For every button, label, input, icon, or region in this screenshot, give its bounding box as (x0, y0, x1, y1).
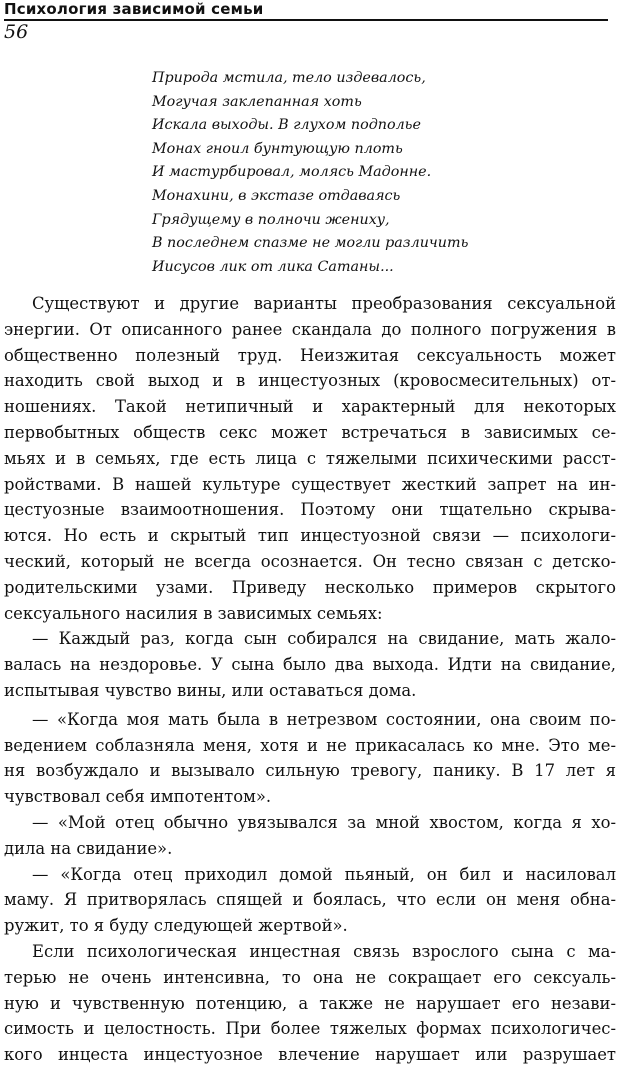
running-head: Психология зависимой семьи (4, 0, 264, 18)
body-text (4, 291, 616, 1068)
body-line: — «Когда отец приходил домой пьяный, он бил и насиловал (32, 864, 616, 884)
body-line: маму. Я притворялась спящей и боялась, что если он меня обна- (4, 890, 616, 910)
body-line: кого инцеста инцестуозное влечение нарушает или разрушает (4, 1045, 616, 1065)
poem-line: В последнем спазме не могли различить (152, 235, 469, 252)
body-line: мьях и в семьях, где есть лица с тяжелыми психическими расст- (4, 448, 616, 468)
body-line: испытывая чувство вины, или оставаться дома. (4, 680, 417, 700)
body-line: валась на нездоровье. У сына было два выхода. Идти на свидание, (4, 655, 616, 675)
body-line: ношениях. Такой нетипичный и характерный для некоторых (4, 397, 616, 417)
body-line: первобытных обществ секс может встречаться в зависимых се- (4, 422, 616, 442)
poem-line: Искала выходы. В глухом подполье (152, 117, 421, 134)
body-line: терью не очень интенсивна, то она не сокращает его сексуаль- (4, 967, 616, 987)
poem-epigraph (152, 67, 468, 279)
body-line: энергии. От описанного ранее скандала до полного погружения в (4, 319, 616, 339)
body-line: ружит, то я буду следующей жертвой». (4, 916, 348, 936)
body-line: родительскими узами. Приведу несколько примеров скрытого (4, 577, 616, 597)
poem-line: Могучая заклепанная хоть (152, 93, 362, 110)
poem-line: Грядущему в полночи жениху, (152, 211, 390, 228)
body-line: — «Мой отец обычно увязывался за мной хвостом, когда я хо- (32, 812, 616, 832)
body-line: цестуозные взаимоотношения. Поэтому они тщательно скрыва- (4, 500, 616, 520)
body-line: сексуального насилия в зависимых семьях: (4, 603, 383, 623)
body-line: дила на свидание». (4, 838, 173, 858)
body-line: ную и чувственную потенцию, а также не нарушает его незави- (4, 993, 616, 1013)
poem-line: Природа мстила, тело издевалось, (152, 70, 426, 86)
poem-line: Монах гноил бунтующую плоть (152, 140, 403, 157)
body-line: ческий, который не всегда осознается. Он тесно связан с детско- (4, 551, 616, 571)
body-line: симость и целостность. При более тяжелых формах психологичес- (4, 1019, 616, 1039)
body-line: — «Когда моя мать была в нетрезвом состоянии, она своим по- (32, 709, 616, 729)
body-line: ведением соблазняла меня, хотя и не прикасалась ко мне. Это ме- (4, 735, 616, 755)
poem-line: Монахини, в экстазе отдаваясь (152, 187, 401, 204)
body-line: — Каждый раз, когда сын собирался на свидание, мать жало- (32, 629, 616, 649)
header-rule (4, 19, 608, 21)
page-number: 56 (4, 21, 29, 43)
body-line: чувствовал себя импотентом». (4, 787, 272, 807)
body-line: ня возбуждало и вызывало сильную тревогу, панику. В 17 лет я (4, 761, 616, 781)
body-line: Существуют и другие варианты преобразования сексуальной (32, 294, 616, 313)
body-line: ройствами. В нашей культуре существует жесткий запрет на ин- (4, 474, 616, 494)
body-line: общественно полезный труд. Неизжитая сексуальность может (4, 345, 616, 365)
body-line: Если психологическая инцестная связь взрослого сына с ма- (32, 941, 616, 961)
poem-line: Иисусов лик от лика Сатаны... (152, 258, 394, 275)
poem-line: И мастурбировал, молясь Мадонне. (152, 164, 432, 181)
body-line: ются. Но есть и скрытый тип инцестуозной связи — психологи- (4, 526, 616, 546)
body-line: находить свой выход и в инцестуозных (кровосмесительных) от- (4, 371, 616, 391)
